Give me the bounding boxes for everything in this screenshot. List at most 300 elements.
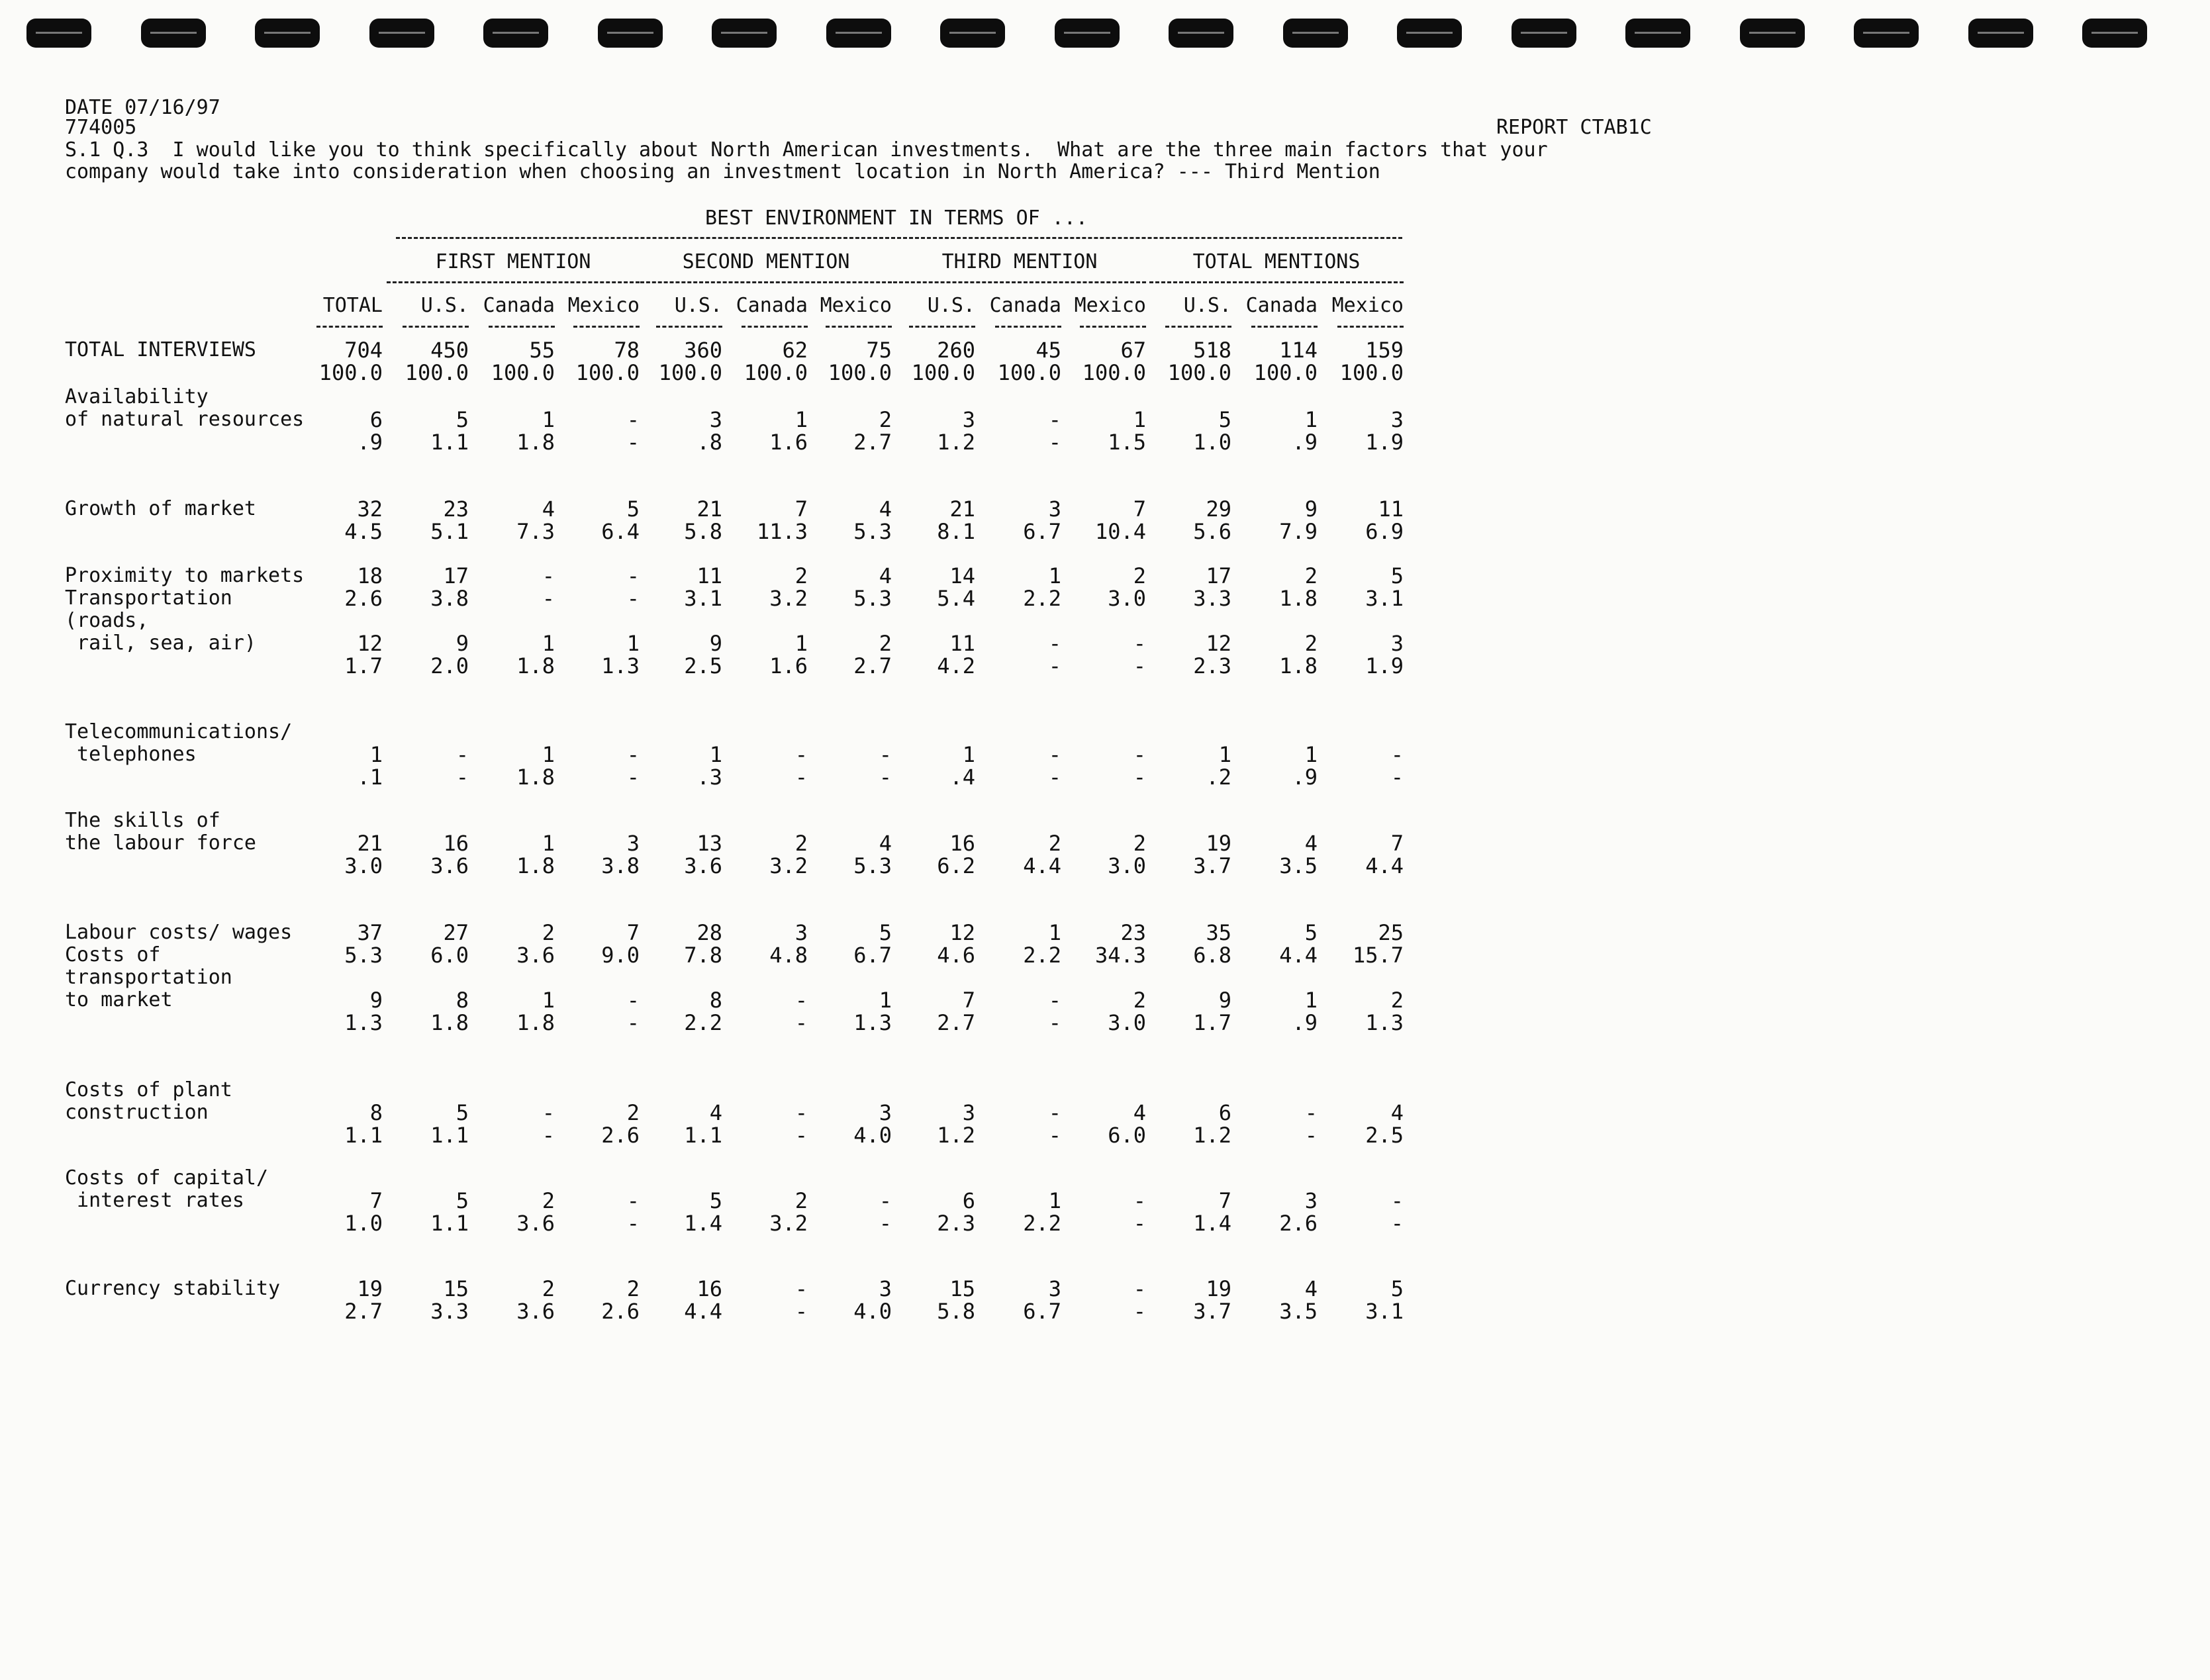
- percent-cell: .4: [949, 765, 975, 790]
- percent-cell: 3.3: [430, 1299, 469, 1324]
- percent-cell: -: [794, 1123, 808, 1148]
- percent-cell: 1.7: [1193, 1010, 1231, 1035]
- percent-cell: -: [1048, 1010, 1061, 1035]
- percent-cell: 1.1: [430, 1123, 469, 1148]
- count-cell: 2: [1304, 631, 1318, 656]
- count-cell: 3: [709, 407, 722, 432]
- percent-cell: 8.1: [937, 519, 975, 544]
- percent-cell: 100.0: [318, 360, 383, 385]
- percent-cell: 1.4: [1193, 1211, 1231, 1236]
- count-cell: 27: [443, 920, 469, 945]
- count-cell: 13: [697, 831, 722, 856]
- percent-cell: 3.5: [1279, 853, 1318, 878]
- percent-cell: 6.7: [1023, 1299, 1061, 1324]
- row-label: Costs of plant construction: [65, 1078, 232, 1124]
- count-cell: 5: [1304, 920, 1318, 945]
- count-cell: 1: [1304, 742, 1318, 767]
- column-rule: [656, 326, 722, 328]
- count-cell: 12: [357, 631, 383, 656]
- column-heading: U.S.: [420, 294, 469, 317]
- percent-cell: -: [1133, 765, 1146, 790]
- count-cell: 5: [456, 1188, 469, 1213]
- count-cell: 4: [1390, 1100, 1404, 1125]
- percent-cell: .9: [357, 430, 383, 455]
- column-rule: [316, 326, 383, 328]
- percent-cell: 34.3: [1094, 943, 1146, 968]
- count-cell: 7: [1218, 1188, 1231, 1213]
- percent-cell: 100.0: [911, 360, 975, 385]
- banner-rule: [396, 237, 1402, 239]
- count-cell: 3: [626, 831, 640, 856]
- binder-hole: [1625, 19, 1690, 48]
- count-cell: -: [626, 563, 640, 588]
- count-cell: 2: [1304, 563, 1318, 588]
- count-cell: 23: [443, 496, 469, 522]
- count-cell: 9: [369, 988, 383, 1013]
- count-cell: 3: [879, 1276, 892, 1301]
- binder-hole: [255, 19, 320, 48]
- column-heading: U.S.: [927, 294, 975, 317]
- count-cell: 1: [1218, 742, 1231, 767]
- percent-cell: 4.0: [853, 1299, 892, 1324]
- row-label: Growth of market: [65, 497, 256, 520]
- count-cell: 5: [1218, 407, 1231, 432]
- row-label: Transportation (roads, rail, sea, air): [65, 586, 256, 655]
- count-cell: 1: [709, 742, 722, 767]
- percent-cell: 3.6: [684, 853, 722, 878]
- percent-cell: 4.8: [769, 943, 808, 968]
- count-cell: 159: [1365, 338, 1404, 363]
- percent-cell: 3.8: [430, 586, 469, 611]
- count-cell: 32: [357, 496, 383, 522]
- group-rule: [640, 281, 892, 283]
- percent-cell: 5.6: [1193, 519, 1231, 544]
- count-cell: -: [1133, 1188, 1146, 1213]
- count-cell: -: [1048, 742, 1061, 767]
- percent-cell: 5.1: [430, 519, 469, 544]
- row-label: Proximity to markets: [65, 564, 305, 587]
- percent-cell: 2.6: [601, 1123, 640, 1148]
- count-cell: -: [1048, 631, 1061, 656]
- count-cell: 6: [962, 1188, 975, 1213]
- column-rule: [1337, 326, 1404, 328]
- binder-hole: [1968, 19, 2033, 48]
- percent-cell: 10.4: [1094, 519, 1146, 544]
- report-date: DATE 07/16/97: [65, 96, 220, 119]
- column-heading: Mexico: [820, 294, 892, 317]
- count-cell: -: [456, 742, 469, 767]
- count-cell: -: [626, 1188, 640, 1213]
- binder-hole: [1740, 19, 1805, 48]
- percent-cell: 3.0: [1108, 853, 1146, 878]
- count-cell: 12: [1206, 631, 1231, 656]
- binder-hole: [1512, 19, 1576, 48]
- percent-cell: 2.7: [853, 653, 892, 678]
- percent-cell: 3.2: [769, 1211, 808, 1236]
- percent-cell: -: [1133, 653, 1146, 678]
- count-cell: 7: [369, 1188, 383, 1213]
- percent-cell: 1.1: [430, 1211, 469, 1236]
- column-heading: Canada: [989, 294, 1061, 317]
- count-cell: 1: [1048, 920, 1061, 945]
- count-cell: 2: [879, 631, 892, 656]
- percent-cell: -: [1390, 765, 1404, 790]
- percent-cell: 4.5: [344, 519, 383, 544]
- count-cell: 7: [1390, 831, 1404, 856]
- count-cell: 75: [866, 338, 892, 363]
- percent-cell: 2.2: [1023, 943, 1061, 968]
- count-cell: 7: [794, 496, 808, 522]
- percent-cell: 1.8: [516, 853, 555, 878]
- percent-cell: 1.1: [684, 1123, 722, 1148]
- percent-cell: 3.1: [1365, 586, 1404, 611]
- binder-hole: [1854, 19, 1919, 48]
- percent-cell: 1.8: [1279, 586, 1318, 611]
- percent-cell: 2.2: [1023, 1211, 1061, 1236]
- count-cell: 3: [962, 407, 975, 432]
- count-cell: 1: [1133, 407, 1146, 432]
- count-cell: 2: [1133, 988, 1146, 1013]
- count-cell: -: [1304, 1100, 1318, 1125]
- percent-cell: 2.6: [1279, 1211, 1318, 1236]
- percent-cell: 1.0: [344, 1211, 383, 1236]
- question-line-2: company would take into consideration when choosing an investment location in North America? --- Third Mention: [65, 160, 1380, 183]
- count-cell: 518: [1193, 338, 1231, 363]
- percent-cell: 7.3: [516, 519, 555, 544]
- count-cell: 1: [1304, 988, 1318, 1013]
- count-cell: 2: [542, 1276, 555, 1301]
- count-cell: -: [542, 1100, 555, 1125]
- percent-cell: 100.0: [744, 360, 808, 385]
- count-cell: 17: [1206, 563, 1231, 588]
- job-number: 774005: [65, 116, 137, 139]
- count-cell: -: [1133, 1276, 1146, 1301]
- count-cell: -: [626, 742, 640, 767]
- count-cell: 67: [1120, 338, 1146, 363]
- percent-cell: -: [1133, 1211, 1146, 1236]
- count-cell: 12: [949, 920, 975, 945]
- count-cell: 62: [782, 338, 808, 363]
- count-cell: 11: [949, 631, 975, 656]
- percent-cell: -: [1390, 1211, 1404, 1236]
- count-cell: 18: [357, 563, 383, 588]
- count-cell: 1: [626, 631, 640, 656]
- binder-hole: [598, 19, 663, 48]
- count-cell: 704: [344, 338, 383, 363]
- percent-cell: 15.7: [1352, 943, 1404, 968]
- count-cell: 6: [1218, 1100, 1231, 1125]
- count-cell: 114: [1279, 338, 1318, 363]
- count-cell: 8: [369, 1100, 383, 1125]
- count-cell: 9: [709, 631, 722, 656]
- percent-cell: 6.0: [1108, 1123, 1146, 1148]
- count-cell: 2: [879, 407, 892, 432]
- count-cell: -: [1048, 1100, 1061, 1125]
- percent-cell: 100.0: [997, 360, 1061, 385]
- percent-cell: 5.3: [853, 586, 892, 611]
- percent-cell: 1.6: [769, 653, 808, 678]
- percent-cell: 1.8: [430, 1010, 469, 1035]
- percent-cell: 100.0: [1082, 360, 1146, 385]
- percent-cell: 4.4: [1279, 943, 1318, 968]
- count-cell: 21: [697, 496, 722, 522]
- count-cell: 45: [1035, 338, 1061, 363]
- count-cell: 1: [879, 988, 892, 1013]
- count-cell: 17: [443, 563, 469, 588]
- banner-title: BEST ENVIRONMENT IN TERMS OF ...: [705, 207, 1088, 230]
- percent-cell: -: [794, 765, 808, 790]
- count-cell: 23: [1120, 920, 1146, 945]
- group-heading: FIRST MENTION: [435, 250, 591, 273]
- percent-cell: 11.3: [756, 519, 808, 544]
- binder-hole: [369, 19, 434, 48]
- percent-cell: 7.8: [684, 943, 722, 968]
- percent-cell: 1.1: [344, 1123, 383, 1148]
- percent-cell: 5.3: [344, 943, 383, 968]
- count-cell: 9: [1218, 988, 1231, 1013]
- percent-cell: 1.4: [684, 1211, 722, 1236]
- count-cell: 5: [709, 1188, 722, 1213]
- percent-cell: 1.3: [853, 1010, 892, 1035]
- count-cell: 1: [962, 742, 975, 767]
- count-cell: 2: [542, 920, 555, 945]
- percent-cell: -: [626, 1211, 640, 1236]
- question-line-1: S.1 Q.3 I would like you to think specifically about North American investments. What are the three main factors that your: [65, 138, 1548, 162]
- count-cell: 5: [626, 496, 640, 522]
- percent-cell: 3.7: [1193, 1299, 1231, 1324]
- count-cell: 15: [443, 1276, 469, 1301]
- percent-cell: 1.0: [1193, 430, 1231, 455]
- count-cell: 1: [542, 831, 555, 856]
- count-cell: 4: [1304, 1276, 1318, 1301]
- binder-hole: [1169, 19, 1233, 48]
- percent-cell: -: [1048, 653, 1061, 678]
- count-cell: -: [794, 988, 808, 1013]
- count-cell: 6: [369, 407, 383, 432]
- count-cell: 2: [1133, 831, 1146, 856]
- count-cell: 2: [794, 831, 808, 856]
- count-cell: 1: [542, 407, 555, 432]
- count-cell: -: [794, 1100, 808, 1125]
- percent-cell: 3.0: [1108, 586, 1146, 611]
- percent-cell: 5.3: [853, 853, 892, 878]
- count-cell: 1: [542, 742, 555, 767]
- column-rule: [995, 326, 1061, 328]
- percent-cell: -: [456, 765, 469, 790]
- percent-cell: 3.0: [344, 853, 383, 878]
- count-cell: 8: [456, 988, 469, 1013]
- percent-cell: 3.6: [516, 1211, 555, 1236]
- percent-cell: 100.0: [491, 360, 555, 385]
- count-cell: 1: [542, 631, 555, 656]
- percent-cell: 1.3: [344, 1010, 383, 1035]
- percent-cell: 4.2: [937, 653, 975, 678]
- percent-cell: 2.2: [684, 1010, 722, 1035]
- count-cell: 5: [456, 407, 469, 432]
- count-cell: -: [794, 742, 808, 767]
- percent-cell: 2.0: [430, 653, 469, 678]
- percent-cell: 9.0: [601, 943, 640, 968]
- column-rule: [403, 326, 469, 328]
- percent-cell: 1.8: [516, 430, 555, 455]
- percent-cell: 4.6: [937, 943, 975, 968]
- column-rule: [826, 326, 892, 328]
- column-heading: Canada: [1245, 294, 1318, 317]
- count-cell: 3: [1304, 1188, 1318, 1213]
- binder-hole: [483, 19, 548, 48]
- binder-hole: [2082, 19, 2147, 48]
- count-cell: 360: [684, 338, 722, 363]
- percent-cell: 100.0: [828, 360, 892, 385]
- count-cell: 15: [949, 1276, 975, 1301]
- count-cell: 9: [456, 631, 469, 656]
- row-label: Currency stability: [65, 1277, 281, 1300]
- percent-cell: 3.6: [516, 943, 555, 968]
- percent-cell: 1.5: [1108, 430, 1146, 455]
- count-cell: -: [1048, 988, 1061, 1013]
- percent-cell: 1.1: [430, 430, 469, 455]
- count-cell: 16: [443, 831, 469, 856]
- percent-cell: 2.5: [1365, 1123, 1404, 1148]
- count-cell: 7: [1133, 496, 1146, 522]
- count-cell: 9: [1304, 496, 1318, 522]
- count-cell: 450: [430, 338, 469, 363]
- percent-cell: 4.4: [1023, 853, 1061, 878]
- count-cell: 3: [1390, 631, 1404, 656]
- count-cell: 11: [1378, 496, 1404, 522]
- count-cell: 1: [542, 988, 555, 1013]
- percent-cell: 5.8: [937, 1299, 975, 1324]
- binder-hole: [141, 19, 206, 48]
- percent-cell: 4.4: [684, 1299, 722, 1324]
- column-heading: Mexico: [1074, 294, 1146, 317]
- count-cell: -: [879, 1188, 892, 1213]
- count-cell: 16: [949, 831, 975, 856]
- percent-cell: 4.0: [853, 1123, 892, 1148]
- percent-cell: 100.0: [658, 360, 722, 385]
- percent-cell: 2.3: [1193, 653, 1231, 678]
- count-cell: 1: [1048, 1188, 1061, 1213]
- group-rule: [1149, 281, 1404, 283]
- percent-cell: 6.2: [937, 853, 975, 878]
- binder-hole: [26, 19, 91, 48]
- percent-cell: 1.3: [601, 653, 640, 678]
- column-heading: U.S.: [674, 294, 722, 317]
- count-cell: 4: [1133, 1100, 1146, 1125]
- count-cell: -: [1390, 1188, 1404, 1213]
- count-cell: 19: [1206, 831, 1231, 856]
- percent-cell: 3.1: [1365, 1299, 1404, 1324]
- percent-cell: 1.2: [937, 430, 975, 455]
- percent-cell: -: [794, 1010, 808, 1035]
- percent-cell: 1.8: [516, 653, 555, 678]
- count-cell: 4: [709, 1100, 722, 1125]
- count-cell: 4: [879, 831, 892, 856]
- percent-cell: 2.2: [1023, 586, 1061, 611]
- percent-cell: -: [794, 1299, 808, 1324]
- count-cell: 5: [456, 1100, 469, 1125]
- column-rule: [1080, 326, 1146, 328]
- group-rule: [893, 281, 1146, 283]
- count-cell: 2: [542, 1188, 555, 1213]
- count-cell: 3: [794, 920, 808, 945]
- count-cell: 4: [879, 496, 892, 522]
- group-heading: TOTAL MENTIONS: [1192, 250, 1361, 273]
- count-cell: 4: [542, 496, 555, 522]
- column-rule: [573, 326, 640, 328]
- count-cell: 8: [709, 988, 722, 1013]
- count-cell: 21: [949, 496, 975, 522]
- row-label: Labour costs/ wages: [65, 921, 293, 944]
- percent-cell: -: [1133, 1299, 1146, 1324]
- count-cell: 55: [529, 338, 555, 363]
- count-cell: 1: [794, 631, 808, 656]
- row-label: TOTAL INTERVIEWS: [65, 338, 256, 361]
- percent-cell: -: [1304, 1123, 1318, 1148]
- percent-cell: 3.2: [769, 586, 808, 611]
- percent-cell: -: [542, 1123, 555, 1148]
- percent-cell: 5.4: [937, 586, 975, 611]
- row-label: The skills of the labour force: [65, 809, 256, 855]
- percent-cell: 100.0: [1167, 360, 1231, 385]
- percent-cell: -: [879, 765, 892, 790]
- column-heading: TOTAL: [322, 294, 383, 317]
- count-cell: 5: [1390, 563, 1404, 588]
- percent-cell: 5.3: [853, 519, 892, 544]
- count-cell: -: [794, 1276, 808, 1301]
- count-cell: -: [1133, 742, 1146, 767]
- percent-cell: 1.7: [344, 653, 383, 678]
- percent-cell: 2.5: [684, 653, 722, 678]
- column-heading: Mexico: [567, 294, 640, 317]
- row-label: Costs of capital/ interest rates: [65, 1166, 269, 1212]
- percent-cell: -: [542, 586, 555, 611]
- percent-cell: 2.7: [937, 1010, 975, 1035]
- count-cell: 21: [357, 831, 383, 856]
- percent-cell: -: [626, 1010, 640, 1035]
- percent-cell: 5.8: [684, 519, 722, 544]
- percent-cell: 6.8: [1193, 943, 1231, 968]
- percent-cell: 6.0: [430, 943, 469, 968]
- count-cell: 2: [794, 1188, 808, 1213]
- binder-hole: [826, 19, 891, 48]
- percent-cell: .9: [1292, 765, 1318, 790]
- percent-cell: 7.9: [1279, 519, 1318, 544]
- binder-hole: [712, 19, 777, 48]
- binder-hole: [1397, 19, 1462, 48]
- column-heading: U.S.: [1183, 294, 1231, 317]
- percent-cell: -: [626, 586, 640, 611]
- percent-cell: 100.0: [405, 360, 469, 385]
- percent-cell: 2.6: [344, 586, 383, 611]
- count-cell: 1: [794, 407, 808, 432]
- row-label: Costs of transportation to market: [65, 943, 232, 1011]
- count-cell: 3: [1048, 496, 1061, 522]
- count-cell: 16: [697, 1276, 722, 1301]
- count-cell: 4: [879, 563, 892, 588]
- row-label: Availability of natural resources: [65, 385, 305, 431]
- percent-cell: .3: [697, 765, 722, 790]
- binder-hole: [1055, 19, 1120, 48]
- percent-cell: -: [1048, 430, 1061, 455]
- count-cell: 14: [949, 563, 975, 588]
- column-rule: [1165, 326, 1231, 328]
- count-cell: 7: [962, 988, 975, 1013]
- count-cell: 2: [626, 1100, 640, 1125]
- count-cell: 7: [626, 920, 640, 945]
- percent-cell: 2.3: [937, 1211, 975, 1236]
- percent-cell: .8: [697, 430, 722, 455]
